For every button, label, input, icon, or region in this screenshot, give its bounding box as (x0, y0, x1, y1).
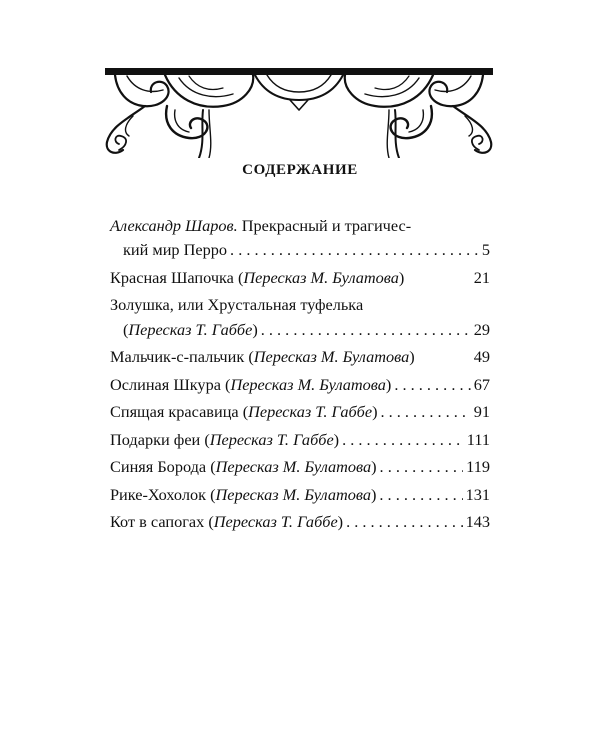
toc-entry (110, 345, 490, 369)
dot-leader (380, 455, 464, 479)
toc-line (110, 455, 490, 479)
toc-entry-text: Рике-Хохолок (Пересказ М. Булатова) (110, 484, 377, 504)
ornament-header-icon (105, 66, 493, 158)
toc-line (110, 428, 490, 452)
toc-entry-text: Мальчик-с-пальчик (Пересказ М. Булатова) (110, 347, 415, 367)
toc-credit: Пересказ М. Булатова (243, 267, 399, 287)
dot-leader (394, 373, 470, 397)
dot-leader (346, 510, 462, 534)
toc-line (110, 293, 490, 317)
toc-credit: Пересказ М. Булатова (215, 457, 372, 477)
toc-line (110, 400, 490, 424)
toc-title: Прекрасный и трагичес- (237, 216, 412, 235)
toc-title: Золушка, или Хрустальная туфелька (110, 295, 364, 315)
toc-entry-text: Синяя Борода (Пересказ М. Булатова) (110, 457, 377, 477)
table-of-contents (110, 214, 490, 538)
toc-entry (110, 455, 490, 479)
toc-page-number: 29 (473, 319, 490, 339)
toc-entry (110, 510, 490, 534)
page-title: СОДЕРЖАНИЕ (242, 162, 358, 178)
toc-title: Спящая красавица (110, 402, 239, 422)
toc-entry-text (110, 214, 411, 238)
toc-page-number: 111 (466, 429, 490, 449)
toc-entry-text: Спящая красавица (Пересказ Т. Габбе) (110, 402, 378, 422)
toc-credit: Пересказ Т. Габбе (248, 402, 373, 422)
toc-title: Кот в сапогах (110, 512, 205, 532)
toc-line (110, 266, 490, 290)
toc-line (110, 238, 490, 262)
dot-leader (380, 400, 470, 424)
toc-entry-text: Кот в сапогах (Пересказ Т. Габбе) (110, 512, 344, 532)
toc-title: Мальчик-с-пальчик (110, 347, 245, 367)
dot-leader (342, 428, 464, 452)
toc-title: Рике-Хохолок (110, 484, 207, 504)
toc-entry (110, 428, 490, 452)
toc-credit: Пересказ М. Булатова (253, 347, 410, 367)
toc-credit: Пересказ Т. Габбе (128, 319, 253, 339)
dot-leader (379, 483, 462, 507)
toc-entry (110, 266, 490, 290)
toc-page-number: 21 (473, 267, 490, 287)
toc-page-number: 5 (481, 240, 490, 260)
toc-page-number: 119 (466, 457, 490, 477)
toc-entry-text: (Пересказ Т. Габбе) (123, 319, 258, 339)
toc-credit: Пересказ М. Булатова (215, 484, 371, 504)
toc-line (110, 510, 490, 534)
toc-author: Александр Шаров. (110, 216, 238, 235)
toc-entry-preface (110, 214, 490, 263)
toc-line (110, 483, 490, 507)
toc-entry-text: Подарки феи (Пересказ Т. Габбе) (110, 429, 340, 449)
toc-entry-text: Красная Шапочка (Пересказ М. Булатова) (110, 267, 405, 287)
toc-credit: Пересказ М. Булатова (230, 374, 386, 394)
toc-page-number: 49 (473, 347, 490, 367)
toc-credit: Пересказ Т. Габбе (213, 512, 338, 532)
toc-entry (110, 483, 490, 507)
toc-title: Подарки феи (110, 429, 201, 449)
toc-title-continued: кий мир Перро (123, 240, 228, 260)
toc-line (110, 318, 490, 342)
dot-leader (261, 318, 471, 342)
toc-page-number: 91 (473, 402, 490, 422)
toc-credit: Пересказ Т. Габбе (209, 429, 334, 449)
toc-entry (110, 373, 490, 397)
toc-title: Красная Шапочка (110, 267, 234, 287)
toc-line (110, 214, 490, 238)
toc-page-number: 67 (473, 374, 490, 394)
toc-title: Синяя Борода (110, 457, 207, 477)
toc-line (110, 345, 490, 369)
toc-entry-text: Ослиная Шкура (Пересказ М. Булатова) (110, 374, 392, 394)
toc-title: Ослиная Шкура (110, 374, 221, 394)
toc-page-number: 131 (465, 484, 490, 504)
toc-entry (110, 293, 490, 342)
toc-line (110, 373, 490, 397)
toc-entry (110, 400, 490, 424)
dot-leader (230, 238, 479, 262)
toc-page-number: 143 (465, 512, 490, 532)
